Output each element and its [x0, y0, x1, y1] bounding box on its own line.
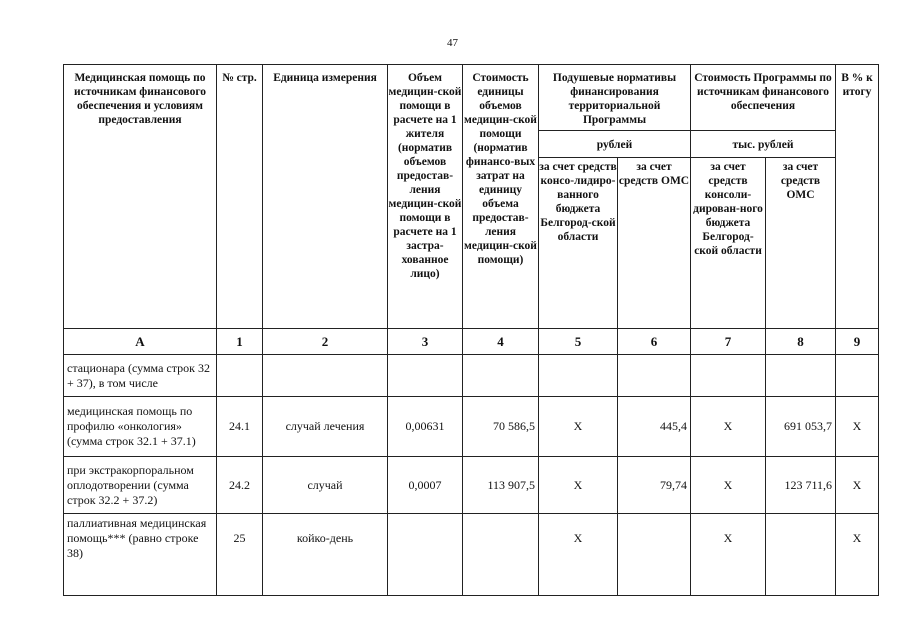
cell-volume: [388, 355, 463, 397]
header-col-3: Объем медицин-ской помощи в расчете на 1 жителя (норматив объемов предостав-ления медицин-ской помощи в расчете на 1 застра-хованное лицо): [388, 65, 463, 329]
cell-volume: 0,00631: [388, 397, 463, 457]
cell-budget-cost: X: [691, 457, 766, 514]
header-col-2: Единица измерения: [263, 65, 388, 329]
index-cell: 3: [388, 329, 463, 355]
cell-percent: [836, 355, 879, 397]
header-unit-rubles: рублей: [539, 131, 691, 158]
row-unit: [263, 355, 388, 397]
page-number: 47: [447, 37, 458, 49]
header-col-7: за счет средств консоли-дирован-ного бюджета Белгород-ской области: [691, 158, 766, 329]
header-col-4: Стоимость единицы объемов медицин-ской помощи (норматив финансо-вых затрат на единицу объема предостав-ления медицин-ской помощи): [463, 65, 539, 329]
cell-oms-norm: 445,4: [618, 397, 691, 457]
cell-percent: X: [836, 397, 879, 457]
index-cell: 9: [836, 329, 879, 355]
cell-oms-cost: [766, 355, 836, 397]
cell-budget-cost: X: [691, 514, 766, 596]
cell-oms-norm: [618, 355, 691, 397]
header-col-a: Медицинская помощь по источникам финансового обеспечения и условиям предоставления: [64, 65, 217, 329]
row-unit: случай лечения: [263, 397, 388, 457]
index-cell: 8: [766, 329, 836, 355]
index-cell: 6: [618, 329, 691, 355]
row-description: при экстракорпоральном оплодотворении (сумма строк 32.2 + 37.2): [64, 457, 217, 514]
cell-oms-cost: [766, 514, 836, 596]
cell-oms-cost: 123 711,6: [766, 457, 836, 514]
row-description: паллиативная медицинская помощь*** (равно строке 38): [64, 514, 217, 596]
header-col-9: В % к итогу: [836, 65, 879, 329]
header-unit-thousand-rubles: тыс. рублей: [691, 131, 836, 158]
header-col-1: № стр.: [217, 65, 263, 329]
cell-oms-norm: [618, 514, 691, 596]
row-unit: случай: [263, 457, 388, 514]
cell-budget-norm: X: [539, 397, 618, 457]
cell-volume: [388, 514, 463, 596]
table-row: [64, 397, 879, 457]
row-description: стационара (сумма строк 32 + 37), в том числе: [64, 355, 217, 397]
table-row: [64, 457, 879, 514]
cell-budget-cost: [691, 355, 766, 397]
index-cell: 1: [217, 329, 263, 355]
table-row: [64, 514, 879, 596]
cell-budget-cost: X: [691, 397, 766, 457]
cell-unit-cost: 113 907,5: [463, 457, 539, 514]
index-cell: 4: [463, 329, 539, 355]
cell-percent: X: [836, 457, 879, 514]
row-number: 24.2: [217, 457, 263, 514]
cell-percent: X: [836, 514, 879, 596]
cell-oms-cost: 691 053,7: [766, 397, 836, 457]
header-group-7-8: Стоимость Программы по источникам финансового обеспечения: [691, 65, 836, 131]
row-description: медицинская помощь по профилю «онкология» (сумма строк 32.1 + 37.1): [64, 397, 217, 457]
cell-budget-norm: [539, 355, 618, 397]
row-number: 24.1: [217, 397, 263, 457]
cell-unit-cost: [463, 355, 539, 397]
cell-oms-norm: 79,74: [618, 457, 691, 514]
index-cell: 7: [691, 329, 766, 355]
cell-volume: 0,0007: [388, 457, 463, 514]
cell-unit-cost: [463, 514, 539, 596]
header-group-5-6: Подушевые нормативы финансирования территориальной Программы: [539, 65, 691, 131]
row-number: 25: [217, 514, 263, 596]
header-col-8: за счет средств ОМС: [766, 158, 836, 329]
index-cell: 2: [263, 329, 388, 355]
cell-budget-norm: X: [539, 457, 618, 514]
cell-budget-norm: X: [539, 514, 618, 596]
index-cell: А: [64, 329, 217, 355]
cell-unit-cost: 70 586,5: [463, 397, 539, 457]
program-table: [63, 64, 879, 596]
index-cell: 5: [539, 329, 618, 355]
header-col-6: за счет средств ОМС: [618, 158, 691, 329]
row-unit: койко-день: [263, 514, 388, 596]
row-number: [217, 355, 263, 397]
table-row: [64, 355, 879, 397]
header-col-5: за счет средств консо-лидиро-ванного бюджета Белгород-ской области: [539, 158, 618, 329]
